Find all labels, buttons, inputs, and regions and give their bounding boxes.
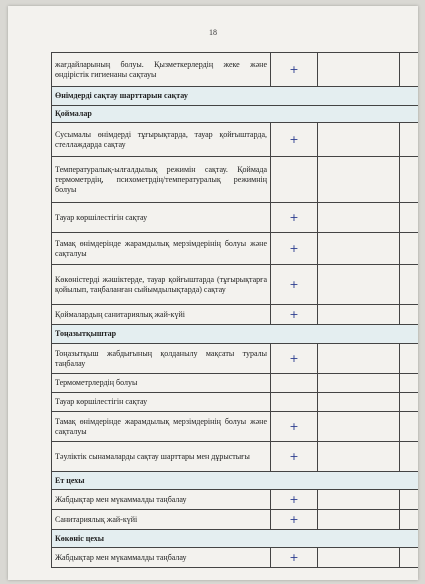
table-row (52, 393, 419, 412)
check-mark: + (271, 305, 318, 325)
checklist-table (51, 52, 418, 568)
empty-cell (318, 548, 400, 568)
requirement-text: Термометрлердің болуы (52, 374, 271, 393)
requirement-text: Жабдықтар мен мүкаммалды таңбалау (52, 548, 271, 568)
check-mark: + (271, 233, 318, 265)
empty-cell (400, 548, 419, 568)
requirement-text: Көкөністерді жәшіктерде, тауар қойғыштарда (тұғырықтарға қойылып, таңбаланған сыйымдылықтарда) сақтау (52, 265, 271, 305)
empty-cell (400, 510, 419, 530)
table-row (52, 344, 419, 374)
section-header: Өнімдерді сақтау шарттарын сақтау (52, 87, 419, 106)
check-mark: + (271, 53, 318, 87)
empty-cell (400, 203, 419, 233)
empty-cell (318, 123, 400, 157)
table-row (52, 265, 419, 305)
requirement-text: Тоңазытқыш жабдығының қолданылу мақсаты туралы таңбалау (52, 344, 271, 374)
table-row (52, 157, 419, 203)
empty-cell (318, 265, 400, 305)
section-header-row (52, 530, 419, 548)
requirement-text: Қоймалардың санитариялық жай-күйі (52, 305, 271, 325)
empty-cell (318, 374, 400, 393)
empty-cell (400, 233, 419, 265)
document-page (8, 6, 418, 580)
check-mark: + (271, 344, 318, 374)
empty-cell (318, 490, 400, 510)
empty-cell (318, 157, 400, 203)
check-mark: + (271, 442, 318, 472)
check-mark (271, 374, 318, 393)
section-header-row (52, 106, 419, 123)
table-row (52, 490, 419, 510)
section-header-row (52, 472, 419, 490)
empty-cell (400, 305, 419, 325)
empty-cell (318, 344, 400, 374)
check-mark: + (271, 265, 318, 305)
requirement-text: Температуралық-ылғалдылық режимін сақтау. Қоймада термометрдің, психометрдің/температуралық режимнің болуы (52, 157, 271, 203)
check-mark (271, 393, 318, 412)
check-mark: + (271, 548, 318, 568)
table-row (52, 233, 419, 265)
empty-cell (318, 510, 400, 530)
empty-cell (400, 490, 419, 510)
check-mark: + (271, 203, 318, 233)
check-mark: + (271, 412, 318, 442)
requirement-text: Тәуліктік сынамаларды сақтау шарттары мен дұрыстығы (52, 442, 271, 472)
empty-cell (318, 53, 400, 87)
empty-cell (318, 442, 400, 472)
check-mark: + (271, 123, 318, 157)
table-row (52, 305, 419, 325)
table-row (52, 53, 419, 87)
requirement-text: Тауар көршілестігін сақтау (52, 393, 271, 412)
empty-cell (318, 393, 400, 412)
section-header: Ет цехы (52, 472, 419, 490)
requirement-text: жағдайларының болуы. Қызметкерлердің жеке және өндірістік гигиенаны сақтауы (52, 53, 271, 87)
page-number: 18 (209, 28, 217, 37)
section-header: Тоңазытқыштар (52, 325, 419, 344)
empty-cell (400, 374, 419, 393)
requirement-text: Тамақ өнімдерінде жарамдылық мерзімдерінің болуы және сақталуы (52, 412, 271, 442)
table-row (52, 412, 419, 442)
table-row (52, 123, 419, 157)
table-row (52, 510, 419, 530)
section-header: Көкөніс цехы (52, 530, 419, 548)
empty-cell (400, 412, 419, 442)
requirement-text: Санитариялық жай-күйі (52, 510, 271, 530)
empty-cell (400, 265, 419, 305)
check-mark: + (271, 510, 318, 530)
empty-cell (318, 412, 400, 442)
section-header-row (52, 87, 419, 106)
empty-cell (318, 305, 400, 325)
empty-cell (318, 233, 400, 265)
check-mark (271, 157, 318, 203)
empty-cell (400, 393, 419, 412)
table-row (52, 374, 419, 393)
empty-cell (400, 442, 419, 472)
empty-cell (400, 157, 419, 203)
section-header-row (52, 325, 419, 344)
requirement-text: Жабдықтар мен мүкаммалды таңбалау (52, 490, 271, 510)
table-row (52, 442, 419, 472)
empty-cell (400, 123, 419, 157)
empty-cell (318, 203, 400, 233)
section-header: Қоймалар (52, 106, 419, 123)
empty-cell (400, 53, 419, 87)
requirement-text: Тамақ өнімдерінде жарамдылық мерзімдерінің болуы және сақталуы (52, 233, 271, 265)
table-row (52, 548, 419, 568)
requirement-text: Сусымалы өнімдерді тұғырықтарда, тауар қойғыштарда, стеллаждарда сақтау (52, 123, 271, 157)
table-row (52, 203, 419, 233)
requirement-text: Тауар көршілестігін сақтау (52, 203, 271, 233)
empty-cell (400, 344, 419, 374)
check-mark: + (271, 490, 318, 510)
